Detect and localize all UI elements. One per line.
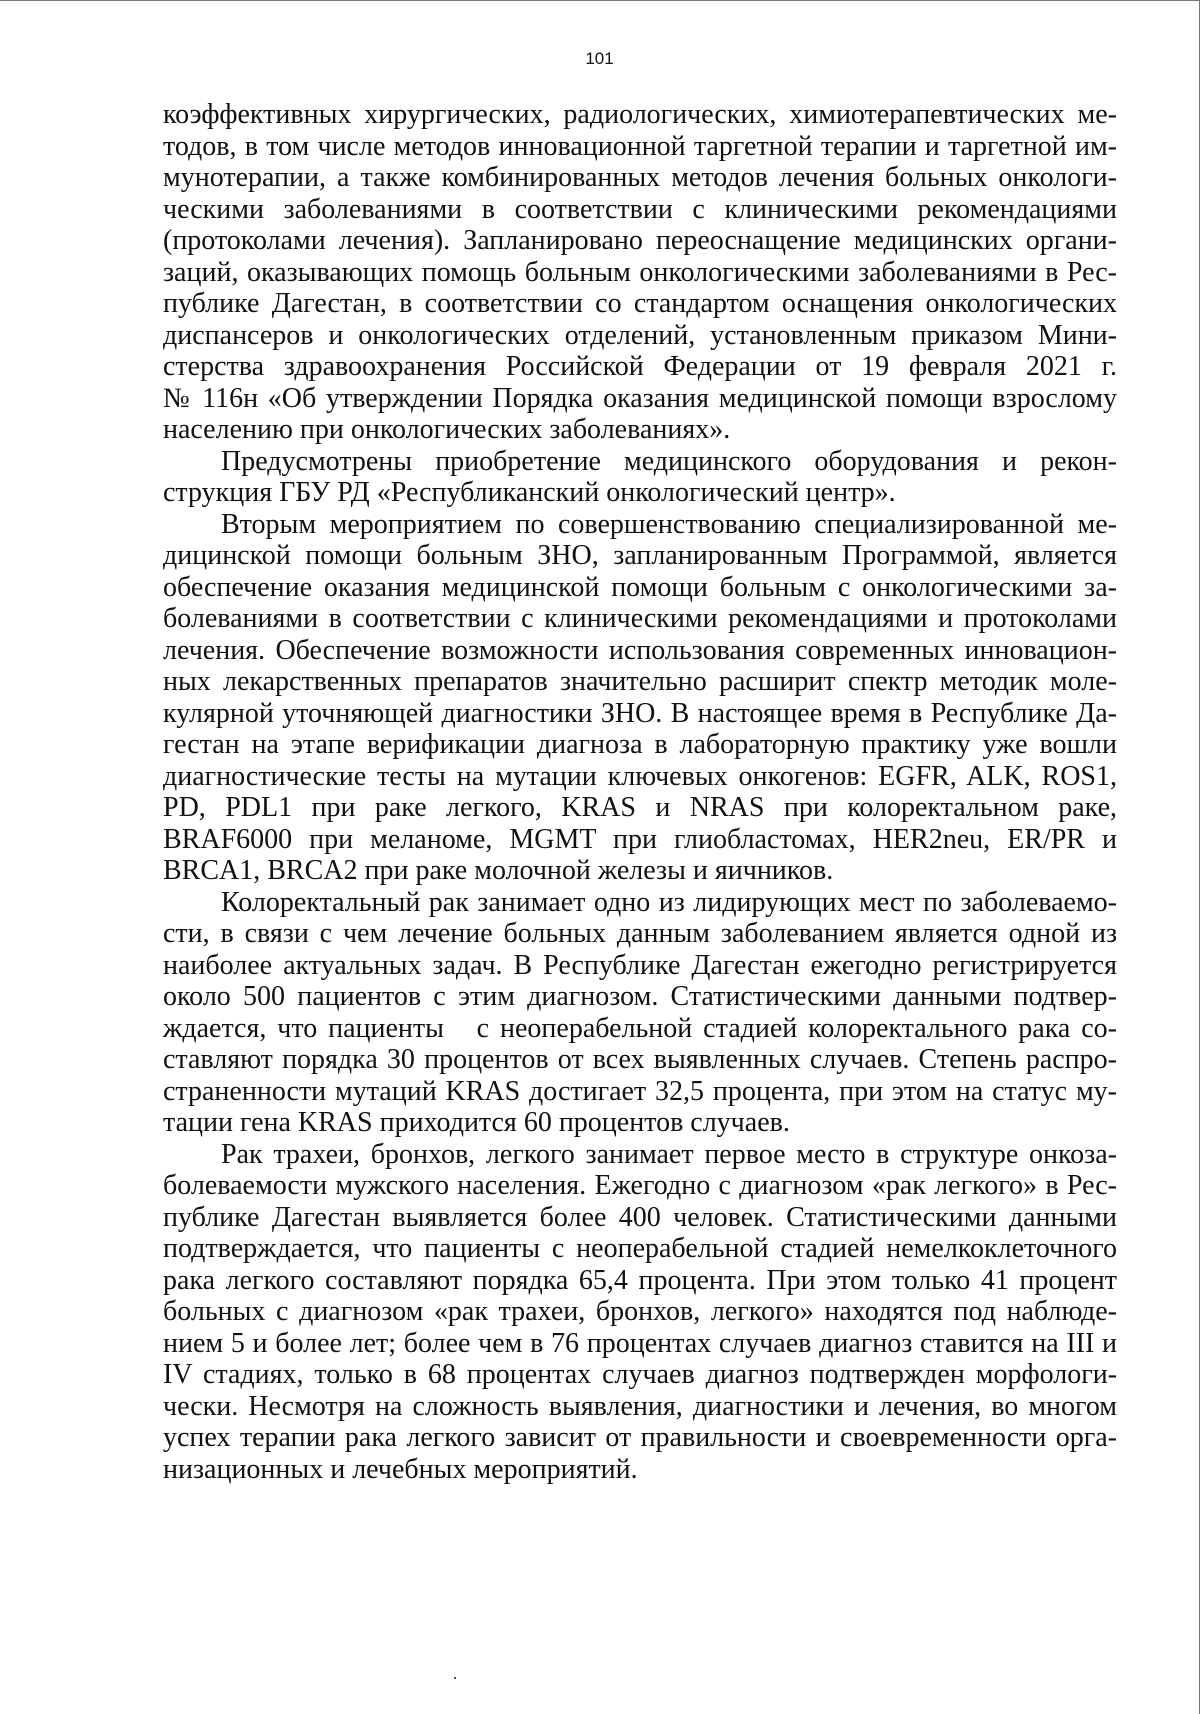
text-line: чески. Несмотря на сложность выявления, диагностики и лечения, во многом — [163, 1390, 1117, 1422]
text-line: струкция ГБУ РД «Республиканский онкологический центр». — [163, 477, 896, 508]
text-line: стерства здравоохранения Российской Федерации от 19 февраля 2021 г. — [163, 351, 1117, 382]
text-line: ставляют порядка 30 процентов от всех выявленных случаев. Степень распро- — [163, 1044, 1117, 1075]
text-line: (протоколами лечения). Запланировано переоснащение медицинских органи- — [163, 225, 1117, 256]
text-line: лечения. Обеспечение возможности использования современных инновацион- — [163, 634, 1117, 666]
text-line: Предусмотрены приобретение медицинского оборудования и рекон- — [221, 445, 1117, 477]
paragraph-4 — [163, 887, 1117, 1139]
text-line: около 500 пациентов с этим диагнозом. Статистическими данными подтвер- — [163, 981, 1117, 1012]
text-line: нием 5 и более лет; более чем в 76 процентах случаев диагноз ставится на III и — [163, 1327, 1117, 1359]
text-line: заций, оказывающих помощь больным онкологическими заболеваниями в Рес- — [163, 256, 1117, 288]
text-line: ждается, что пациенты с неоперабельной стадией колоректального рака со- — [163, 1012, 1117, 1044]
text-line: диагностические тесты на мутации ключевых онкогенов: EGFR, ALK, ROS1, — [163, 760, 1117, 792]
text-line: болеваемости мужского населения. Ежегодно с диагнозом «рак легкого» в Рес- — [163, 1170, 1117, 1201]
text-line: ных лекарственных препаратов значительно расширит спектр методик моле- — [163, 666, 1117, 697]
text-line: PD, PDL1 при раке легкого, KRAS и NRAS при колоректальном раке, — [163, 792, 1117, 823]
text-line: BRCA1, BRCA2 при раке молочной железы и яичников. — [163, 855, 834, 886]
text-line: болеваниями в соответствии с клиническими рекомендациями и протоколами — [163, 603, 1117, 634]
text-line: сти, в связи с чем лечение больных данным заболеванием является одной из — [163, 918, 1117, 949]
text-line: публике Дагестан, в соответствии со стандартом оснащения онкологических — [163, 288, 1117, 319]
paragraph-5 — [163, 1139, 1117, 1486]
paragraph-3 — [163, 509, 1117, 887]
page-number: 101 — [585, 49, 614, 68]
scan-speck — [454, 1677, 456, 1679]
text-line: кулярной уточняющей диагностики ЗНО. В настоящее время в Республике Да- — [163, 697, 1117, 729]
text-line: больных с диагнозом «рак трахеи, бронхов, легкого» находятся под наблюде- — [163, 1296, 1117, 1327]
text-line: успех терапии рака легкого зависит от правильности и своевременности орга- — [163, 1422, 1117, 1453]
text-line: наиболее актуальных задач. В Республике Дагестан ежегодно регистрируется — [163, 949, 1117, 981]
text-line: BRAF6000 при меланоме, MGMT при глиобластомах, HER2neu, ER/PR и — [163, 823, 1117, 855]
text-line: Вторым мероприятием по совершенствованию специализированной ме- — [221, 508, 1117, 540]
text-line: Колоректальный рак занимает одно из лидирующих мест по заболеваемо- — [221, 886, 1117, 918]
body-text — [163, 99, 1117, 1485]
text-line: гестан на этапе верификации диагноза в лабораторную практику уже вошли — [163, 729, 1117, 760]
text-line: № 116н «Об утверждении Порядка оказания медицинской помощи взрослому — [163, 382, 1117, 414]
text-line: страненности мутаций KRAS достигает 32,5 процента, при этом на статус му- — [163, 1075, 1117, 1107]
text-line: тодов, в том числе методов инновационной таргетной терапии и таргетной им- — [163, 130, 1117, 162]
text-line: Рак трахеи, бронхов, легкого занимает первое место в структуре онкоза- — [221, 1138, 1117, 1170]
text-line: диспансеров и онкологических отделений, установленным приказом Мини- — [163, 319, 1117, 351]
text-line: обеспечение оказания медицинской помощи больным с онкологическими за- — [163, 571, 1117, 603]
paragraph-2 — [163, 446, 1117, 509]
text-line: населению при онкологических заболеваниях». — [163, 414, 731, 445]
text-line: мунотерапии, а также комбинированных методов лечения больных онкологи- — [163, 162, 1117, 193]
text-line: низационных и лечебных мероприятий. — [163, 1453, 638, 1485]
text-line: коэффективных хирургических, радиологических, химиотерапевтических ме- — [163, 99, 1117, 130]
text-line: тации гена KRAS приходится 60 процентов случаев. — [163, 1107, 790, 1138]
text-line: IV стадиях, только в 68 процентах случаев диагноз подтвержден морфологи- — [163, 1359, 1117, 1390]
paragraph-1 — [163, 99, 1117, 446]
text-line: дицинской помощи больным ЗНО, запланированным Программой, является — [163, 540, 1117, 571]
text-line: рака легкого составляют порядка 65,4 процента. При этом только 41 процент — [163, 1264, 1117, 1296]
text-line: ческими заболеваниями в соответствии с клиническими рекомендациями — [163, 193, 1117, 225]
text-line: подтверждается, что пациенты с неоперабельной стадией немелкоклеточного — [163, 1233, 1117, 1264]
text-line: публике Дагестан выявляется более 400 человек. Статистическими данными — [163, 1201, 1117, 1233]
